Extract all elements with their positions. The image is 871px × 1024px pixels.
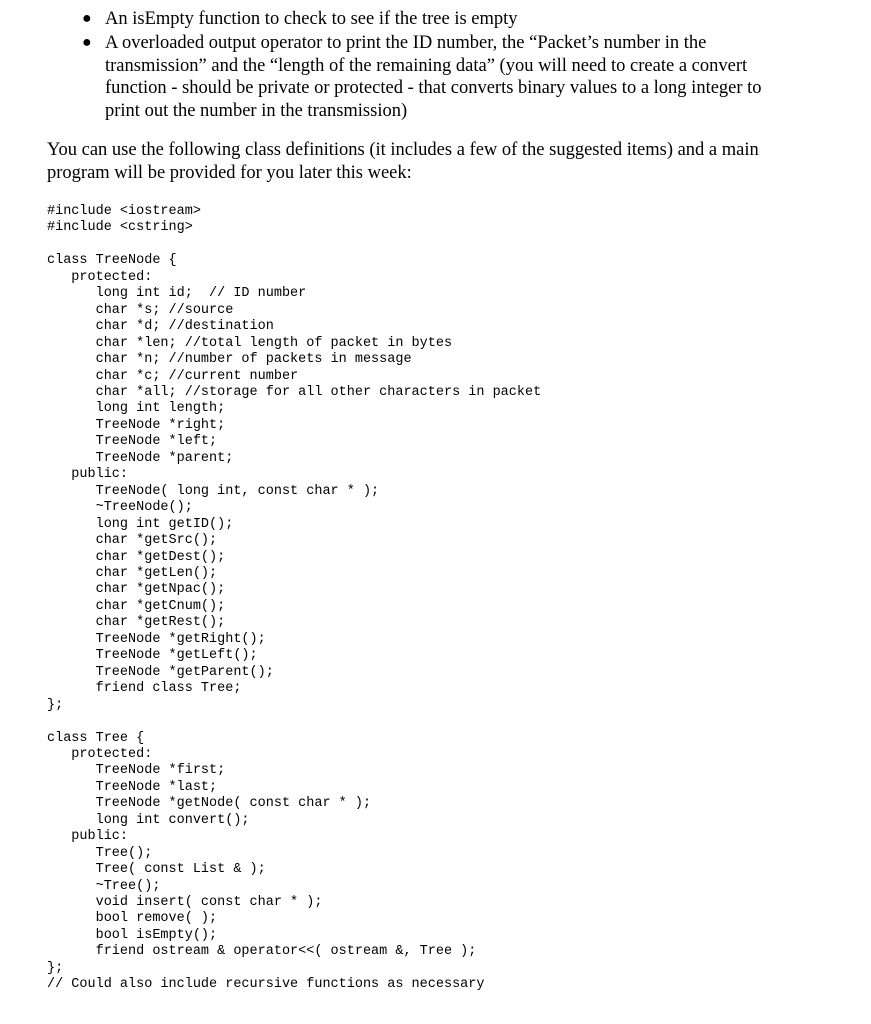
bullet-dot-icon: ● — [82, 34, 92, 51]
bullet-dot-icon: ● — [82, 10, 92, 27]
bullet-text: A overloaded output operator to print the ID number, the “Packet’s number in the transmission” and the “length of the remaining data” (you will need to create a convert function - should be private or protected - that converts binary values to a long integer to print out the number in the transmission) — [105, 33, 762, 121]
bullet-text: An isEmpty function to check to see if the tree is empty — [105, 9, 518, 29]
intro-paragraph: You can use the following class definitions (it includes a few of the suggested items) and a main program will be provided for you later this week: — [47, 140, 759, 183]
code-listing: #include <iostream> #include <cstring> class TreeNode { protected: long int id; // ID number char *s; //source char *d; //destination char *len; //total length of packet in bytes char *n; //number of packets in message char *c; //current number char *all; //storage for all other characters in packet long int length; TreeNode *right; TreeNode *left; TreeNode *parent; public: TreeNode( long int, const char * ); ~TreeNode(); long int getID(); char *getSrc(); char *getDest(); char *getLen(); char *getNpac(); char *getCnum(); char *getRest(); TreeNode *getRight(); TreeNode *getLeft(); TreeNode *getParent(); friend class Tree; }; class Tree { protected: TreeNode *first; TreeNode *last; TreeNode *getNode( const char * ); long int convert(); public: Tree(); Tree( const List & ); ~Tree(); void insert( const char * ); bool remove( ); bool isEmpty(); friend ostream & operator<<( ostream &, Tree ); }; // Could also include recursive functions as necessary — [47, 204, 542, 993]
